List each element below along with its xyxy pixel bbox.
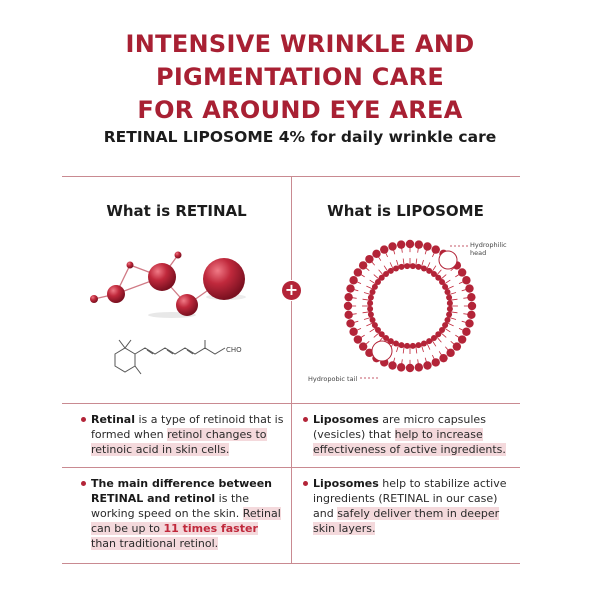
lipid-head-inner [421, 266, 427, 272]
lipid-head-inner [367, 306, 373, 312]
lipid-head-outer [380, 245, 388, 253]
lipid-head-inner [398, 264, 404, 270]
zoom-circle-tail [372, 341, 392, 361]
lipid-head-outer [388, 242, 396, 250]
lipid-head-inner [446, 294, 452, 300]
lipid-head-outer [465, 319, 473, 327]
formula-cho-label: CHO [226, 346, 242, 354]
atom-medium [148, 263, 176, 291]
lipid-head-outer [406, 240, 414, 248]
lipid-head-inner [368, 312, 374, 318]
atom-large [203, 258, 245, 300]
main-title [0, 28, 600, 127]
lipid-head-outer [432, 245, 440, 253]
hydrophilic-head-label: Hydrophilic head [470, 241, 507, 257]
lipid-head-outer [349, 328, 357, 336]
note-liposome-delivery: Liposomes help to stabilize active ingredients (RETINAL in our case) and safely deliver them in deeper skin layers. [313, 476, 508, 536]
lipid-head-outer [372, 250, 380, 258]
lipid-head-inner [447, 300, 453, 306]
lipid-head-outer [397, 240, 405, 248]
lipid-head-inner [446, 312, 452, 318]
atom-small [175, 252, 182, 259]
plus-icon: + [282, 281, 301, 300]
lipid-head-outer [468, 302, 476, 310]
title-line-3: FOR AROUND EYE AREA [137, 96, 463, 124]
bullet-icon [81, 417, 86, 422]
lipid-head-outer [388, 361, 396, 369]
lipid-head-outer [365, 255, 373, 263]
lipid-head-inner [444, 317, 450, 323]
lipid-head-inner [410, 263, 416, 269]
lipid-head-inner [368, 294, 374, 300]
lipid-head-outer [346, 284, 354, 292]
atom [176, 294, 198, 316]
lipid-head-inner [393, 340, 399, 346]
note-retinal-difference: The main difference between RETINAL and retinol is the working speed on the skin. Retinal can be up to 11 times faster than traditional retinol. [91, 476, 286, 551]
lipid-head-inner [398, 342, 404, 348]
lipid-head-outer [446, 349, 454, 357]
lipid-head-outer [354, 335, 362, 343]
bullet-icon [303, 417, 308, 422]
bullet-icon [81, 481, 86, 486]
lipid-head-outer [349, 276, 357, 284]
note-retinal-definition: Retinal is a type of retinoid that is formed when retinol changes to retinoic acid in skin cells. [91, 412, 286, 457]
lipid-head-outer [344, 302, 352, 310]
subtitle: RETINAL LIPOSOME 4% for daily wrinkle care [103, 128, 497, 146]
lipid-head-inner [447, 306, 453, 312]
divider-bottom [62, 563, 520, 564]
lipid-head-outer [467, 293, 475, 301]
lipid-head-inner [370, 289, 376, 295]
lipid-head-inner [410, 343, 416, 349]
lipid-head-inner [416, 342, 422, 348]
lipid-head-inner [404, 343, 410, 349]
lipid-head-outer [423, 361, 431, 369]
bullet-icon [303, 481, 308, 486]
lipid-head-outer [415, 363, 423, 371]
lipid-head-outer [467, 311, 475, 319]
lipid-head-outer [415, 240, 423, 248]
note-liposome-definition: Liposomes are micro capsules (vesicles) that help to increase effectiveness of active ingredients. [313, 412, 508, 457]
liposome-heading: What is LIPOSOME [327, 202, 484, 220]
lipid-head-outer [406, 364, 414, 372]
lipid-head-outer [458, 335, 466, 343]
lipid-head-outer [354, 268, 362, 276]
lipid-head-outer [453, 342, 461, 350]
zoom-circle-head [439, 251, 457, 269]
lipid-head-outer [462, 276, 470, 284]
lipid-head-outer [344, 293, 352, 301]
lipid-head-inner [416, 264, 422, 270]
lipid-head-outer [359, 261, 367, 269]
lipid-head-outer [359, 342, 367, 350]
hydrophobic-tail-label: Hydropobic tail [308, 375, 358, 383]
lipid-head-outer [462, 328, 470, 336]
lipid-head-inner [367, 300, 373, 306]
atom-small [90, 295, 98, 303]
lipid-head-outer [423, 242, 431, 250]
lipid-head-outer [432, 358, 440, 366]
lipid-head-outer [465, 284, 473, 292]
title-line-1: INTENSIVE WRINKLE AND [125, 30, 475, 58]
lipid-head-outer [397, 363, 405, 371]
atom-small [127, 262, 134, 269]
retinal-formula [105, 336, 245, 384]
atom [107, 285, 125, 303]
title-line-2: PIGMENTATION CARE [155, 63, 445, 91]
retinal-heading: What is RETINAL [106, 202, 247, 220]
lipid-head-outer [439, 354, 447, 362]
lipid-head-inner [404, 263, 410, 269]
divider-vertical-bottom [291, 301, 292, 563]
divider-vertical-top [291, 176, 292, 280]
lipid-head-outer [458, 268, 466, 276]
lipid-head-outer [346, 319, 354, 327]
lipid-head-outer [344, 311, 352, 319]
